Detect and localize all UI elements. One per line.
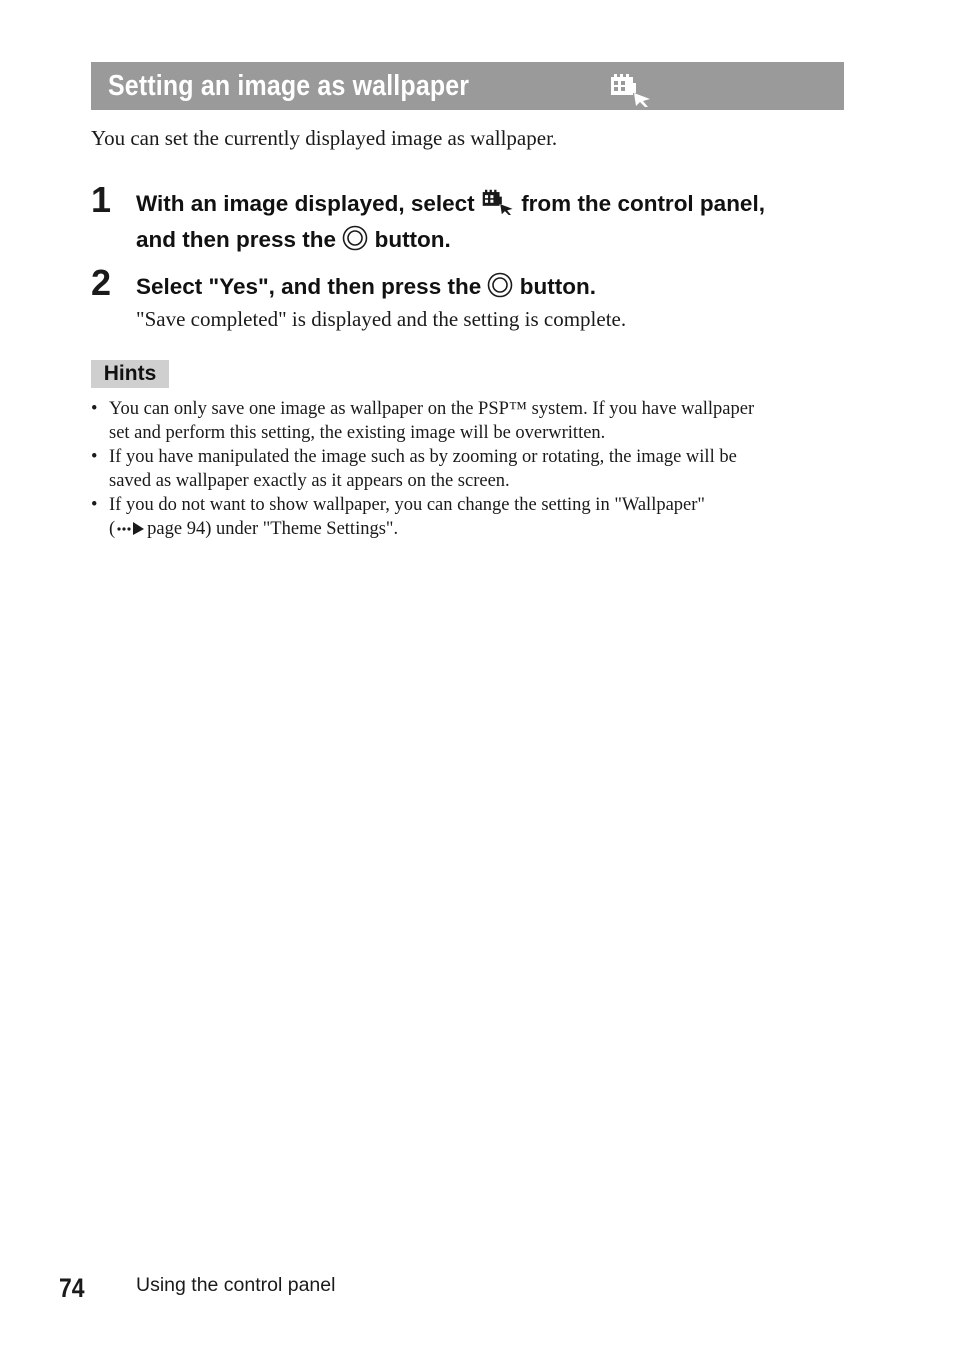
set-wallpaper-icon bbox=[610, 73, 652, 112]
hint-1-line-1: • You can only save one image as wallpaper on the PSP™ system. If you have wallpaper bbox=[109, 399, 755, 419]
hint-item bbox=[91, 445, 851, 493]
step-1-text-a: With an image displayed, select bbox=[136, 191, 475, 216]
page-title: Setting an image as wallpaper bbox=[108, 69, 470, 102]
step-1-instruction bbox=[136, 188, 765, 260]
step-2-number: 2 bbox=[91, 262, 112, 303]
step-1-line-2 bbox=[136, 224, 765, 260]
hint-3-line-1: • If you do not want to show wallpaper, you can change the setting in "Wallpaper" bbox=[109, 495, 705, 515]
circle-button-icon bbox=[342, 225, 368, 260]
circle-button-icon bbox=[487, 272, 513, 307]
page-number: 74 bbox=[59, 1273, 85, 1303]
page-reference-link[interactable]: page 94) under "Theme Settings". bbox=[147, 519, 399, 539]
step-2-text-a: Select "Yes", and then press the bbox=[136, 274, 482, 299]
step-2-text-b: button. bbox=[519, 274, 596, 299]
hints-label: Hints bbox=[91, 360, 169, 388]
page-reference-arrow-icon bbox=[116, 518, 146, 542]
set-wallpaper-icon bbox=[481, 189, 515, 224]
hint-item bbox=[91, 493, 851, 542]
hint-item bbox=[91, 397, 851, 445]
hint-2-line-1: • If you have manipulated the image such as by zooming or rotating, the image will be bbox=[109, 447, 737, 467]
step-2-description: "Save completed" is displayed and the setting is complete. bbox=[136, 307, 627, 331]
footer-section-title: Using the control panel bbox=[136, 1274, 336, 1296]
hint-3-open-paren: ( bbox=[109, 519, 116, 539]
step-1-text-b: from the control panel, bbox=[521, 191, 765, 216]
hint-2-line-2: saved as wallpaper exactly as it appears on the screen. bbox=[109, 471, 510, 491]
hint-1-line-2: set and perform this setting, the existing image will be overwritten. bbox=[109, 423, 606, 443]
step-1-line-1 bbox=[136, 188, 765, 224]
step-1-number: 1 bbox=[91, 179, 112, 220]
step-1-text-c: and then press the bbox=[136, 227, 337, 252]
intro-text: You can set the currently displayed image as wallpaper. bbox=[91, 126, 558, 150]
step-1-text-d: button. bbox=[374, 227, 451, 252]
hint-3-line-2 bbox=[109, 517, 851, 542]
section-title-bar bbox=[91, 62, 844, 110]
step-2-instruction bbox=[136, 271, 596, 307]
hints-list bbox=[91, 397, 851, 542]
